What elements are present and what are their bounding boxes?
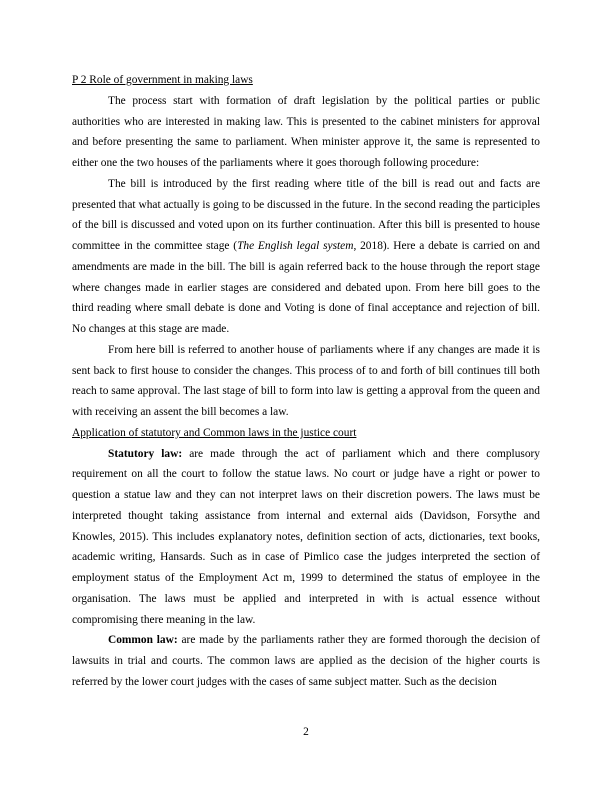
common-law-text: are made by the parliaments rather they are formed thorough the decision of lawsuits in trial and courts. The common laws are applied as the decision of the higher courts is referred by the lower court judges with the cases of same subject matter. Such as the decision xyxy=(72,634,541,688)
paragraph-common-law xyxy=(72,630,540,692)
page-body xyxy=(72,70,540,693)
statutory-law-text: are made through the act of parliament which and there complusory requirement on all the court to follow the statue laws. No court or judge have a right or power to question a statue law and they can not interpret laws on their discretion powers. The laws must be interpreted thought taking assistance from internal and external aids (Davidson, Forsythe and Knowles, 2015). This includes explanatory notes, definition section of acts, dictionaries, text books, academic writing, Hansards. Such as in case of Pimlico case the judges interpreted the section of employment status of the Employment Act m, 1999 to determined the status of employee in the organisation. The laws must be applied and interpreted in with is actual essence without compromising there meaning in the law. xyxy=(72,447,541,626)
page-number: 2 xyxy=(303,726,309,738)
section-heading-statutory-common-law: Application of statutory and Common laws in the justice court xyxy=(72,426,357,439)
paragraph-statutory-law xyxy=(72,444,540,631)
citation-title: The English legal system xyxy=(237,240,354,252)
paragraph-draft-legislation: The process start with formation of draft legislation by the political parties or public authorities who are interested in making law. This is presented to the cabinet ministers for approval and before presenting the same to parliament. When minister approve it, the same is represented to either one the two houses of the parliaments where it goes thorough following procedure: xyxy=(72,94,540,169)
term-common-law: Common law: xyxy=(108,634,178,647)
paragraph-bill-readings xyxy=(72,174,540,340)
section-heading-government-role: P 2 Role of government in making laws xyxy=(72,74,253,86)
bill-readings-text-a: The bill is introduced by the first reading where title of the bill is read out and facts are presented that what actually is going to be discussed in the future. In the second reading the participles of the bill is discussed and voted upon on its further continuation. After this bill is presented to house committee in the committee stage ( xyxy=(72,177,540,252)
bill-readings-text-b: , 2018). Here a debate is carried on and amendments are made in the bill. The bill is again referred back to the house through the report stage where changes made in earlier stages are considered and debated upon. From here bill goes to the third reading where small debate is done and Voting is done of final acceptance and rejection of bill. No changes at this stage are made. xyxy=(72,240,540,335)
term-statutory-law: Statutory law: xyxy=(108,447,183,460)
paragraph-second-house: From here bill is referred to another house of parliaments where if any changes are made it is sent back to first house to consider the changes. This process of to and forth of bill continues till both reach to same approval. The last stage of bill to form into law is getting a approval from the queen and with receiving an assent the bill becomes a law. xyxy=(72,343,540,418)
